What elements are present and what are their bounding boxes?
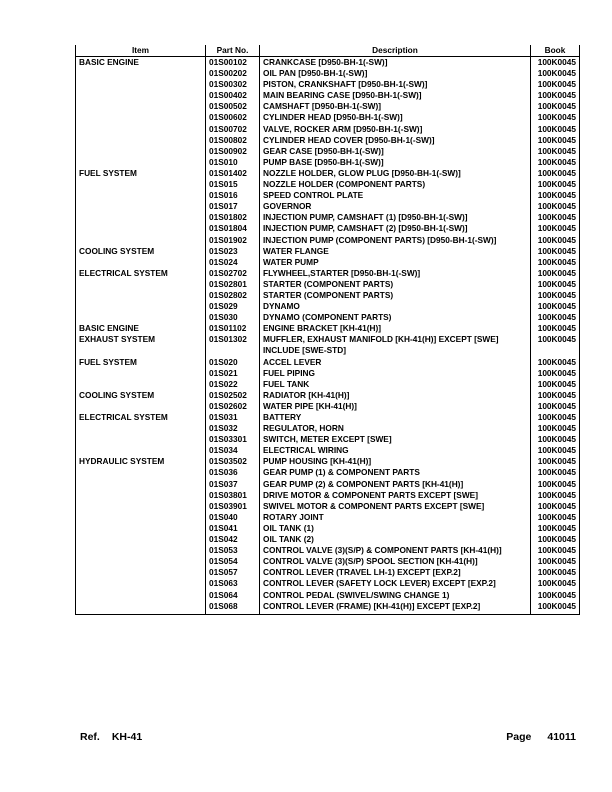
part-number-cell: 01S03901 [206, 501, 260, 512]
description-cell: GEAR CASE [D950-BH-1(-SW)] [260, 146, 531, 157]
book-cell: 100K0045 [531, 512, 580, 523]
item-cell [76, 90, 206, 101]
book-cell: 100K0045 [531, 57, 580, 69]
book-cell: 100K0045 [531, 523, 580, 534]
item-cell [76, 279, 206, 290]
book-cell: 100K0045 [531, 334, 580, 356]
table-row [76, 467, 580, 478]
item-cell [76, 523, 206, 534]
book-cell: 100K0045 [531, 68, 580, 79]
book-cell: 100K0045 [531, 323, 580, 334]
part-number-cell: 01S02702 [206, 268, 260, 279]
item-cell [76, 68, 206, 79]
book-cell: 100K0045 [531, 601, 580, 615]
part-number-cell: 01S01804 [206, 223, 260, 234]
item-cell [76, 312, 206, 323]
description-cell: WATER FLANGE [260, 246, 531, 257]
description-cell: CAMSHAFT [D950-BH-1(-SW)] [260, 101, 531, 112]
header-book: Book [531, 45, 580, 57]
item-cell [76, 379, 206, 390]
table-row [76, 146, 580, 157]
table-header-row [76, 45, 580, 57]
book-cell: 100K0045 [531, 368, 580, 379]
table-row [76, 90, 580, 101]
book-cell: 100K0045 [531, 390, 580, 401]
table-row [76, 334, 580, 356]
part-number-cell: 01S00502 [206, 101, 260, 112]
table-row [76, 157, 580, 168]
item-cell [76, 556, 206, 567]
description-cell: CONTROL LEVER (TRAVEL LH-1) EXCEPT [EXP.2] [260, 567, 531, 578]
item-cell [76, 479, 206, 490]
table-row [76, 268, 580, 279]
table-row [76, 212, 580, 223]
table-row [76, 290, 580, 301]
book-cell: 100K0045 [531, 146, 580, 157]
description-cell: VALVE, ROCKER ARM [D950-BH-1(-SW)] [260, 124, 531, 135]
item-cell: COOLING SYSTEM [76, 390, 206, 401]
table-row [76, 279, 580, 290]
part-number-cell: 01S010 [206, 157, 260, 168]
item-cell [76, 567, 206, 578]
book-cell: 100K0045 [531, 445, 580, 456]
description-cell: DYNAMO (COMPONENT PARTS) [260, 312, 531, 323]
description-cell: OIL TANK (2) [260, 534, 531, 545]
book-cell: 100K0045 [531, 401, 580, 412]
table-row [76, 235, 580, 246]
description-cell: GEAR PUMP (2) & COMPONENT PARTS [KH-41(H)] [260, 479, 531, 490]
table-row [76, 390, 580, 401]
table-row [76, 312, 580, 323]
description-cell: INJECTION PUMP, CAMSHAFT (1) [D950-BH-1(-SW)] [260, 212, 531, 223]
book-cell: 100K0045 [531, 124, 580, 135]
description-cell: INJECTION PUMP (COMPONENT PARTS) [D950-BH-1(-SW)] [260, 235, 531, 246]
table-row [76, 201, 580, 212]
description-cell: MAIN BEARING CASE [D950-BH-1(-SW)] [260, 90, 531, 101]
description-cell: CONTROL VALVE (3)(S/P) & COMPONENT PARTS [KH-41(H)] [260, 545, 531, 556]
item-cell [76, 201, 206, 212]
table-row [76, 545, 580, 556]
item-cell [76, 512, 206, 523]
book-cell: 100K0045 [531, 590, 580, 601]
item-cell: HYDRAULIC SYSTEM [76, 456, 206, 467]
book-cell: 100K0045 [531, 235, 580, 246]
description-cell: CONTROL LEVER (FRAME) [KH-41(H)] EXCEPT [EXP.2] [260, 601, 531, 615]
parts-list-sheet [75, 45, 579, 615]
item-cell [76, 368, 206, 379]
item-cell [76, 146, 206, 157]
item-cell [76, 445, 206, 456]
description-cell: FUEL TANK [260, 379, 531, 390]
table-row [76, 445, 580, 456]
book-cell: 100K0045 [531, 501, 580, 512]
book-cell: 100K0045 [531, 578, 580, 589]
description-cell: CYLINDER HEAD COVER [D950-BH-1(-SW)] [260, 135, 531, 146]
description-cell: OIL TANK (1) [260, 523, 531, 534]
table-row [76, 301, 580, 312]
table-row [76, 223, 580, 234]
parts-table [75, 45, 580, 615]
table-row [76, 257, 580, 268]
item-cell [76, 401, 206, 412]
table-row [76, 456, 580, 467]
description-cell: CONTROL LEVER (SAFETY LOCK LEVER) EXCEPT [EXP.2] [260, 578, 531, 589]
book-cell: 100K0045 [531, 112, 580, 123]
description-cell: INJECTION PUMP, CAMSHAFT (2) [D950-BH-1(-SW)] [260, 223, 531, 234]
table-row [76, 534, 580, 545]
table-row [76, 190, 580, 201]
description-cell: PISTON, CRANKSHAFT [D950-BH-1(-SW)] [260, 79, 531, 90]
footer-page [506, 731, 576, 743]
description-cell: CONTROL PEDAL (SWIVEL/SWING CHANGE 1) [260, 590, 531, 601]
description-cell: REGULATOR, HORN [260, 423, 531, 434]
part-number-cell: 01S068 [206, 601, 260, 615]
description-cell: SWITCH, METER EXCEPT [SWE] [260, 434, 531, 445]
part-number-cell: 01S03502 [206, 456, 260, 467]
book-cell: 100K0045 [531, 246, 580, 257]
part-number-cell: 01S01902 [206, 235, 260, 246]
page-number: 41011 [547, 731, 576, 743]
book-cell: 100K0045 [531, 212, 580, 223]
book-cell: 100K0045 [531, 456, 580, 467]
description-cell: ROTARY JOINT [260, 512, 531, 523]
item-cell [76, 601, 206, 615]
item-cell [76, 434, 206, 445]
description-cell: STARTER (COMPONENT PARTS) [260, 290, 531, 301]
description-cell: WATER PIPE [KH-41(H)] [260, 401, 531, 412]
item-cell: FUEL SYSTEM [76, 168, 206, 179]
book-cell: 100K0045 [531, 301, 580, 312]
table-row [76, 556, 580, 567]
part-number-cell: 01S032 [206, 423, 260, 434]
book-cell: 100K0045 [531, 567, 580, 578]
item-cell [76, 190, 206, 201]
item-cell [76, 545, 206, 556]
book-cell: 100K0045 [531, 223, 580, 234]
part-number-cell: 01S037 [206, 479, 260, 490]
part-number-cell: 01S031 [206, 412, 260, 423]
description-cell: PUMP BASE [D950-BH-1(-SW)] [260, 157, 531, 168]
item-cell [76, 490, 206, 501]
book-cell: 100K0045 [531, 312, 580, 323]
description-cell: MUFFLER, EXHAUST MANIFOLD [KH-41(H)] EXCEPT [SWE] INCLUDE [SWE-STD] [260, 334, 531, 356]
part-number-cell: 01S00402 [206, 90, 260, 101]
table-row [76, 179, 580, 190]
part-number-cell: 01S020 [206, 357, 260, 368]
item-cell [76, 135, 206, 146]
book-cell: 100K0045 [531, 79, 580, 90]
item-cell [76, 423, 206, 434]
description-cell: NOZZLE HOLDER, GLOW PLUG [D950-BH-1(-SW)] [260, 168, 531, 179]
item-cell [76, 223, 206, 234]
part-number-cell: 01S029 [206, 301, 260, 312]
part-number-cell: 01S00602 [206, 112, 260, 123]
part-number-cell: 01S024 [206, 257, 260, 268]
item-cell [76, 501, 206, 512]
table-row [76, 578, 580, 589]
description-cell: GEAR PUMP (1) & COMPONENT PARTS [260, 467, 531, 478]
book-cell: 100K0045 [531, 201, 580, 212]
part-number-cell: 01S023 [206, 246, 260, 257]
description-cell: PUMP HOUSING [KH-41(H)] [260, 456, 531, 467]
part-number-cell: 01S02801 [206, 279, 260, 290]
book-cell: 100K0045 [531, 556, 580, 567]
table-row [76, 135, 580, 146]
book-cell: 100K0045 [531, 434, 580, 445]
book-cell: 100K0045 [531, 90, 580, 101]
description-cell: DYNAMO [260, 301, 531, 312]
table-row [76, 501, 580, 512]
description-cell: NOZZLE HOLDER (COMPONENT PARTS) [260, 179, 531, 190]
description-cell: CONTROL VALVE (3)(S/P) SPOOL SECTION [KH-41(H)] [260, 556, 531, 567]
item-cell [76, 112, 206, 123]
table-row [76, 490, 580, 501]
table-row [76, 323, 580, 334]
part-number-cell: 01S01802 [206, 212, 260, 223]
book-cell: 100K0045 [531, 257, 580, 268]
item-cell: FUEL SYSTEM [76, 357, 206, 368]
item-cell [76, 212, 206, 223]
table-row [76, 412, 580, 423]
table-row [76, 434, 580, 445]
table-row [76, 512, 580, 523]
item-cell [76, 157, 206, 168]
book-cell: 100K0045 [531, 423, 580, 434]
part-number-cell: 01S054 [206, 556, 260, 567]
table-row [76, 567, 580, 578]
part-number-cell: 01S00202 [206, 68, 260, 79]
description-cell: OIL PAN [D950-BH-1(-SW)] [260, 68, 531, 79]
part-number-cell: 01S036 [206, 467, 260, 478]
description-cell: STARTER (COMPONENT PARTS) [260, 279, 531, 290]
part-number-cell: 01S02502 [206, 390, 260, 401]
table-row [76, 601, 580, 615]
item-cell [76, 235, 206, 246]
table-row [76, 79, 580, 90]
item-cell [76, 290, 206, 301]
table-row [76, 523, 580, 534]
item-cell [76, 578, 206, 589]
part-number-cell: 01S02802 [206, 290, 260, 301]
table-row [76, 479, 580, 490]
description-cell: SWIVEL MOTOR & COMPONENT PARTS EXCEPT [SWE] [260, 501, 531, 512]
part-number-cell: 01S02602 [206, 401, 260, 412]
description-cell: CRANKCASE [D950-BH-1(-SW)] [260, 57, 531, 69]
book-cell: 100K0045 [531, 534, 580, 545]
table-row [76, 68, 580, 79]
part-number-cell: 01S00902 [206, 146, 260, 157]
item-cell [76, 79, 206, 90]
item-cell: ELECTRICAL SYSTEM [76, 412, 206, 423]
description-cell: RADIATOR [KH-41(H)] [260, 390, 531, 401]
part-number-cell: 01S030 [206, 312, 260, 323]
table-row [76, 112, 580, 123]
description-cell: ENGINE BRACKET [KH-41(H)] [260, 323, 531, 334]
part-number-cell: 01S03801 [206, 490, 260, 501]
item-cell: EXHAUST SYSTEM [76, 334, 206, 356]
model-code: KH-41 [111, 731, 143, 743]
book-cell: 100K0045 [531, 268, 580, 279]
page-label: Page [506, 731, 532, 743]
part-number-cell: 01S00102 [206, 57, 260, 69]
description-cell: GOVERNOR [260, 201, 531, 212]
book-cell: 100K0045 [531, 101, 580, 112]
part-number-cell: 01S00302 [206, 79, 260, 90]
book-cell: 100K0045 [531, 412, 580, 423]
part-number-cell: 01S022 [206, 379, 260, 390]
page-footer [80, 731, 576, 745]
part-number-cell: 01S00802 [206, 135, 260, 146]
description-cell: WATER PUMP [260, 257, 531, 268]
book-cell: 100K0045 [531, 135, 580, 146]
table-row [76, 168, 580, 179]
footer-ref [80, 731, 142, 743]
item-cell [76, 590, 206, 601]
description-cell: FLYWHEEL,STARTER [D950-BH-1(-SW)] [260, 268, 531, 279]
book-cell: 100K0045 [531, 168, 580, 179]
description-cell: SPEED CONTROL PLATE [260, 190, 531, 201]
part-number-cell: 01S034 [206, 445, 260, 456]
table-row [76, 101, 580, 112]
table-row [76, 590, 580, 601]
item-cell: ELECTRICAL SYSTEM [76, 268, 206, 279]
description-cell: BATTERY [260, 412, 531, 423]
book-cell: 100K0045 [531, 479, 580, 490]
part-number-cell: 01S03301 [206, 434, 260, 445]
table-row [76, 423, 580, 434]
item-cell [76, 301, 206, 312]
ref-label: Ref. [80, 731, 100, 743]
book-cell: 100K0045 [531, 467, 580, 478]
item-cell [76, 179, 206, 190]
header-part-no: Part No. [206, 45, 260, 57]
book-cell: 100K0045 [531, 290, 580, 301]
description-cell: CYLINDER HEAD [D950-BH-1(-SW)] [260, 112, 531, 123]
part-number-cell: 01S042 [206, 534, 260, 545]
book-cell: 100K0045 [531, 379, 580, 390]
table-row [76, 379, 580, 390]
description-cell: ELECTRICAL WIRING [260, 445, 531, 456]
part-number-cell: 01S021 [206, 368, 260, 379]
header-description: Description [260, 45, 531, 57]
item-cell [76, 534, 206, 545]
part-number-cell: 01S01102 [206, 323, 260, 334]
part-number-cell: 01S00702 [206, 124, 260, 135]
part-number-cell: 01S064 [206, 590, 260, 601]
book-cell: 100K0045 [531, 545, 580, 556]
item-cell: BASIC ENGINE [76, 323, 206, 334]
item-cell [76, 467, 206, 478]
header-item: Item [76, 45, 206, 57]
part-number-cell: 01S041 [206, 523, 260, 534]
book-cell: 100K0045 [531, 157, 580, 168]
item-cell: BASIC ENGINE [76, 57, 206, 69]
table-row [76, 357, 580, 368]
book-cell: 100K0045 [531, 279, 580, 290]
part-number-cell: 01S063 [206, 578, 260, 589]
table-row [76, 57, 580, 69]
item-cell [76, 257, 206, 268]
part-number-cell: 01S016 [206, 190, 260, 201]
book-cell: 100K0045 [531, 357, 580, 368]
part-number-cell: 01S057 [206, 567, 260, 578]
item-cell [76, 101, 206, 112]
item-cell: COOLING SYSTEM [76, 246, 206, 257]
part-number-cell: 01S01402 [206, 168, 260, 179]
part-number-cell: 01S017 [206, 201, 260, 212]
description-cell: ACCEL LEVER [260, 357, 531, 368]
book-cell: 100K0045 [531, 190, 580, 201]
book-cell: 100K0045 [531, 490, 580, 501]
description-cell: FUEL PIPING [260, 368, 531, 379]
part-number-cell: 01S01302 [206, 334, 260, 356]
table-row [76, 401, 580, 412]
table-row [76, 246, 580, 257]
item-cell [76, 124, 206, 135]
book-cell: 100K0045 [531, 179, 580, 190]
table-row [76, 368, 580, 379]
part-number-cell: 01S053 [206, 545, 260, 556]
part-number-cell: 01S015 [206, 179, 260, 190]
description-cell: DRIVE MOTOR & COMPONENT PARTS EXCEPT [SWE] [260, 490, 531, 501]
table-row [76, 124, 580, 135]
part-number-cell: 01S040 [206, 512, 260, 523]
